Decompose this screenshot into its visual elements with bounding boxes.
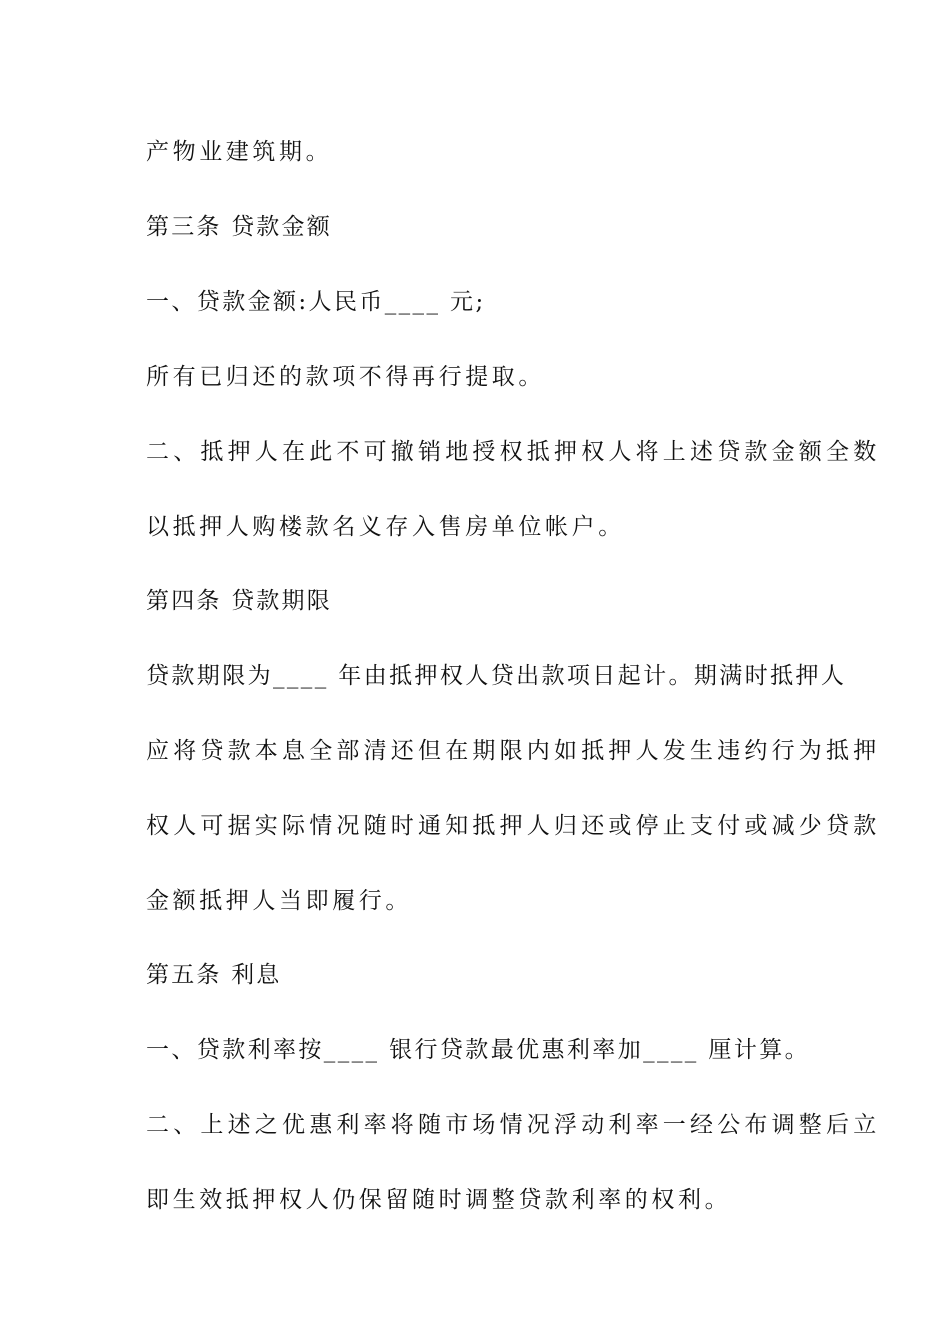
text-line: 以抵押人购楼款名义存入售房单位帐户。 [146,514,625,540]
text-line: 贷款期限为____ 年由抵押权人贷出款项日起计。期满时抵押人 [146,663,847,689]
section-heading: 第五条 利息 [146,962,282,988]
text-line: 即生效抵押权人仍保留随时调整贷款利率的权利。 [146,1187,732,1213]
section-heading: 第四条 贷款期限 [146,588,332,614]
text-line: 一、贷款利率按____ 银行贷款最优惠利率加____ 厘计算。 [146,1037,811,1063]
section-heading: 第三条 贷款金额 [146,214,332,240]
text-line: 产物业建筑期。 [146,139,333,165]
text-line: 所有已归还的款项不得再行提取。 [146,364,545,390]
text-line: 金额抵押人当即履行。 [146,888,412,914]
text-line: 二、上述之优惠利率将随市场情况浮动利率一经公布调整后立 [146,1112,881,1138]
text-line: 二、抵押人在此不可撤销地授权抵押权人将上述贷款金额全数 [146,439,881,465]
text-line: 应将贷款本息全部清还但在期限内如抵押人发生违约行为抵押 [146,738,881,764]
text-line: 一、贷款金额:人民币____ 元; [146,289,486,315]
text-line: 权人可据实际情况随时通知抵押人归还或停止支付或减少贷款 [146,813,881,839]
